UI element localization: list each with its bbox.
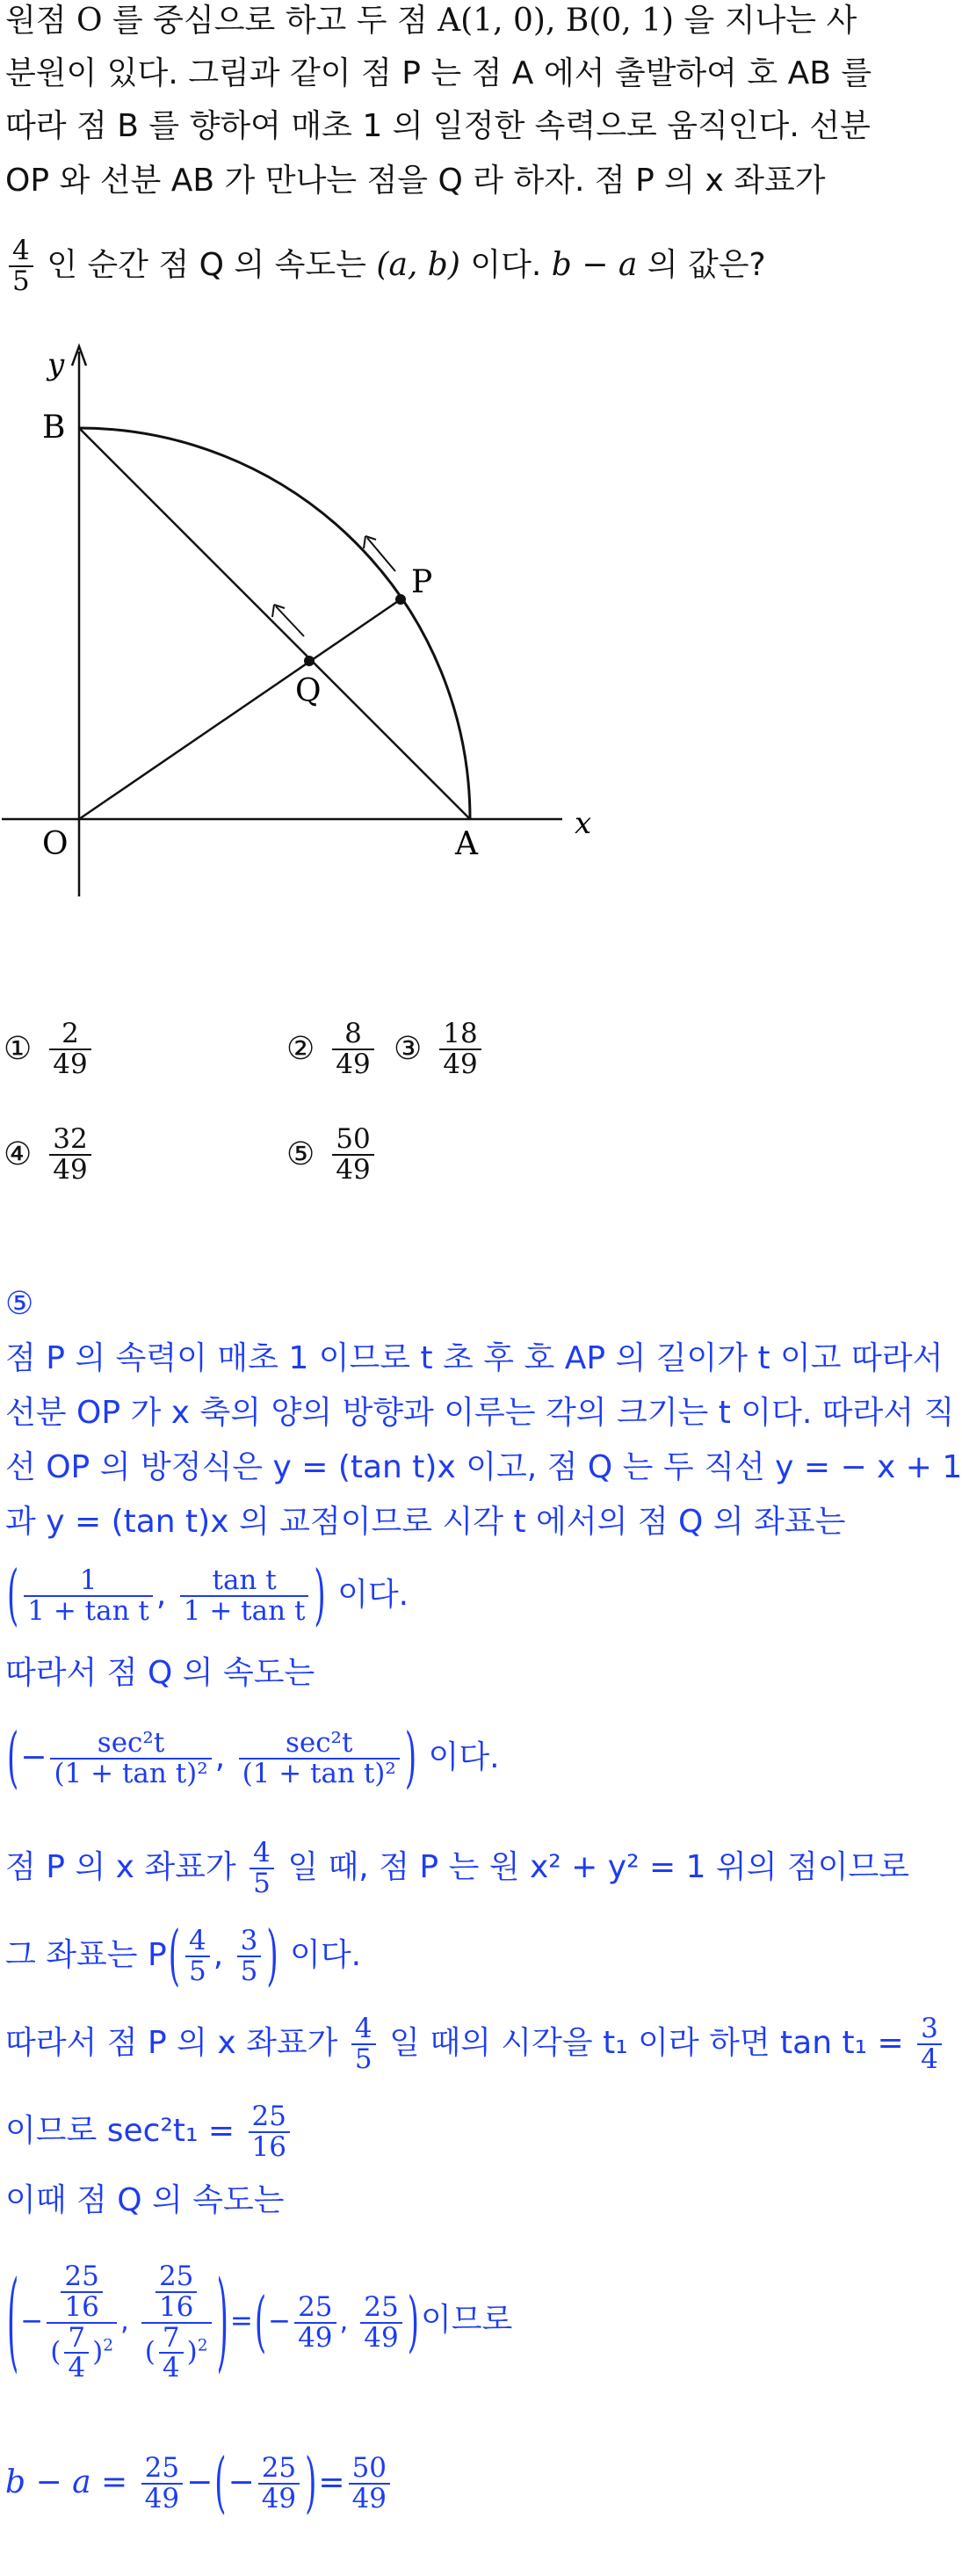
solution-line-12: 이때 점 Q 의 속도는	[5, 2182, 285, 2218]
point-p-dot	[395, 594, 406, 605]
text: 인 순간 점 Q 의 속도는	[47, 247, 377, 283]
text: 그 좌표는 P	[5, 1937, 167, 1973]
numerator	[148, 2262, 204, 2321]
solution-line-2: 선분 OP 가 x 축의 양의 방향과 이루는 각의 크기는 t 이다. 따라서 직	[5, 1395, 955, 1431]
denominator: 1 + tan t	[180, 1595, 309, 1626]
solution-line-14: b − a = $\frac{25}{49}$ −(− $\frac{25}{49}$ )= $\frac{50}{49}$	[5, 2443, 394, 2523]
choice-5[interactable]	[286, 1125, 378, 1184]
numerator: 3	[921, 2013, 938, 2045]
paren: )	[407, 2283, 419, 2362]
velocity: (a, b)	[376, 247, 460, 283]
fraction	[156, 2262, 197, 2321]
numerator: 25	[261, 2452, 297, 2485]
denominator: 16	[61, 2291, 102, 2322]
text: 따라서 점 P 의 x 좌표가	[5, 2025, 338, 2061]
text: 이다.	[290, 1937, 362, 1973]
problem-line-3: 따라 점 B 를 향하여 매초 1 의 일정한 속력으로 움직인다. 선분	[5, 108, 871, 144]
numerator: 25	[364, 2290, 399, 2323]
numerator: 25	[64, 2260, 99, 2293]
denominator: ( $\frac{7}{4}$ )$^2$	[47, 2322, 117, 2383]
segment-ab	[79, 428, 470, 819]
quarter-circle-figure	[0, 334, 633, 914]
denominator: 49	[360, 2322, 401, 2353]
fraction	[50, 1729, 211, 1788]
text: 이다.	[337, 1577, 409, 1613]
numerator: 18	[443, 1018, 478, 1049]
fraction	[917, 2014, 942, 2073]
choice-number: ③	[394, 1031, 423, 1068]
solution-line-3: 선 OP 의 방정식은 y = (tan t)x 이고, 점 Q 는 두 직선 y = − x + 1	[5, 1449, 962, 1485]
denominator: 4	[64, 2352, 89, 2383]
text: 이다.	[459, 247, 552, 283]
solution-line-13: (− $\frac{25}{16}$ ( $\frac{7}{4}$ )$^2$ , $\frac{25}{16}$ ( $\frac{7}{4}$ )$^2$ )=(− $\frac{25}{49}$ , $\frac{25}{49}$ )이므로	[5, 2250, 512, 2393]
text: 이므로 sec²t₁ =	[5, 2113, 235, 2149]
paren: (	[7, 2259, 19, 2386]
solution-line-5: ( $\frac{1}{\text{1 + tan t}}$ , $\frac{\text{tan t}}{\text{1 + tan t}}$ ) 이다.	[5, 1556, 409, 1636]
fraction	[258, 2454, 300, 2513]
numerator: sec²t	[285, 1727, 353, 1760]
y-label: y	[47, 347, 65, 382]
compound-fraction	[141, 2262, 212, 2382]
numerator	[54, 2262, 109, 2321]
numerator: 50	[351, 2452, 387, 2485]
solution-line-8	[5, 1828, 909, 1907]
denominator: 4	[917, 2043, 942, 2074]
numerator: 4	[12, 235, 30, 267]
numerator: 50	[336, 1123, 371, 1155]
numerator: 7	[68, 2321, 86, 2354]
points-ab: A(1, 0), B(0, 1)	[438, 3, 675, 39]
fraction	[249, 2102, 290, 2161]
denominator: 49	[294, 2322, 336, 2353]
fraction	[185, 1927, 210, 1985]
paren: )	[314, 1557, 326, 1635]
label-q: Q	[295, 673, 322, 709]
numerator: 8	[344, 1018, 362, 1049]
choice-number: ①	[4, 1031, 33, 1068]
choice-fraction	[49, 1020, 90, 1078]
paren: (	[7, 1720, 19, 1797]
denominator: 5	[250, 1868, 274, 1898]
fraction	[351, 2014, 376, 2073]
solution-line-7: (− $\frac{\text{sec²t}}{\text{(1 + tan t)²}}$ , $\frac{\text{sec²t}}{\text{(1 + tan t)²}}$ ) 이다.	[5, 1714, 500, 1803]
numerator: 3	[240, 1925, 258, 1957]
text: 일 때의 시각을 t₁ 이라 하면 tan t₁ =	[389, 2025, 904, 2061]
paren: )	[216, 2259, 228, 2386]
denominator: 49	[49, 1049, 90, 1079]
fraction	[61, 2262, 102, 2321]
text: 일 때, 점 P 는 원 x² + y² = 1 위의 점이므로	[287, 1849, 910, 1885]
fraction	[349, 2454, 390, 2513]
numerator: 1	[79, 1564, 98, 1597]
fraction	[180, 1566, 309, 1625]
fraction	[360, 2290, 401, 2354]
denominator: 49	[258, 2483, 300, 2514]
denominator: 16	[249, 2131, 290, 2162]
numerator: sec²t	[97, 1727, 165, 1760]
choice-number: ⑤	[286, 1136, 315, 1173]
denominator: ( $\frac{7}{4}$ )$^2$	[141, 2322, 212, 2383]
numerator: 32	[53, 1123, 88, 1155]
fraction	[159, 2321, 184, 2384]
text: 이므로	[420, 2302, 513, 2338]
choice-3[interactable]	[394, 1020, 485, 1078]
denominator: 5	[9, 265, 33, 296]
denominator: (1 + tan t)²	[239, 1758, 400, 1789]
x-label: x	[575, 806, 592, 841]
p-motion-arrow-icon	[367, 538, 395, 571]
denominator: 5	[185, 1956, 210, 1986]
minus: −	[20, 1739, 47, 1775]
denominator: 16	[156, 2291, 197, 2322]
choice-2[interactable]	[286, 1020, 378, 1078]
numerator: 7	[162, 2321, 180, 2354]
text: 점 P 의 x 좌표가	[5, 1849, 236, 1885]
fraction	[141, 2454, 183, 2513]
problem-line-2: 분원이 있다. 그림과 같이 점 P 는 점 A 에서 출발하여 호 AB 를	[5, 55, 872, 91]
denominator: 49	[141, 2483, 183, 2514]
numerator: 4	[253, 1837, 271, 1869]
numerator: 2	[61, 1018, 79, 1049]
solution-line-11	[5, 2092, 293, 2171]
text: 의 값은?	[637, 247, 766, 283]
q-arrowhead-icon	[272, 605, 285, 617]
solution-line-1: 점 P 의 속력이 매초 1 이므로 t 초 후 호 AP 의 길이가 t 이고 따라서	[5, 1340, 944, 1376]
paren: (	[254, 2283, 267, 2362]
paren: )	[305, 2445, 317, 2522]
fraction	[9, 236, 33, 295]
text: 을 지나는 사	[674, 3, 857, 39]
choice-fraction	[439, 1020, 481, 1078]
problem-line-4: OP 와 선분 AB 가 만나는 점을 Q 라 하자. 점 P 의 x 좌표가	[5, 163, 826, 199]
numerator: 25	[251, 2101, 286, 2133]
solution-line-10	[5, 2004, 945, 2083]
denominator: 49	[439, 1049, 481, 1079]
fraction	[239, 1729, 400, 1788]
fraction	[237, 1927, 262, 1985]
choice-number: ②	[286, 1031, 315, 1068]
q-motion-arrow-icon	[276, 606, 304, 636]
answer-mark: ⑤	[5, 1286, 34, 1322]
denominator: 49	[332, 1049, 373, 1079]
fraction	[294, 2290, 336, 2354]
choice-fraction	[49, 1125, 90, 1184]
denominator: 4	[159, 2352, 184, 2383]
expression: b − a	[551, 247, 638, 283]
point-o: O	[76, 3, 103, 39]
denominator: 5	[237, 1956, 262, 1986]
choice-4[interactable]	[4, 1125, 95, 1184]
paren: )	[266, 1918, 278, 1995]
compound-fraction	[47, 2262, 117, 2382]
label-p: P	[411, 564, 433, 600]
point-q-dot	[304, 656, 315, 666]
expression: b − a =	[5, 2464, 128, 2500]
paren: (	[168, 1918, 180, 1995]
numerator: tan t	[212, 1564, 277, 1597]
denominator: 1 + tan t	[24, 1595, 153, 1626]
fraction	[24, 1566, 153, 1625]
text: 원점	[5, 3, 76, 39]
paren: )	[404, 1720, 417, 1797]
denominator: (1 + tan t)²	[50, 1758, 211, 1789]
fraction	[64, 2321, 89, 2384]
choice-1[interactable]	[4, 1020, 95, 1078]
text: 이다.	[428, 1739, 500, 1775]
denominator: 49	[332, 1154, 373, 1185]
numerator: 25	[158, 2260, 194, 2293]
denominator: 49	[49, 1154, 90, 1185]
label-a: A	[455, 826, 478, 862]
text: 를 중심으로 하고 두 점	[102, 3, 438, 39]
numerator: 4	[354, 2013, 373, 2045]
numerator: 4	[188, 1925, 206, 1957]
solution-line-6: 따라서 점 Q 의 속도는	[5, 1655, 315, 1691]
paren: (	[214, 2445, 227, 2522]
denominator: 5	[351, 2043, 376, 2074]
numerator: 25	[298, 2290, 333, 2323]
choice-number: ④	[4, 1136, 33, 1173]
paren: (	[7, 1557, 19, 1635]
denominator: 49	[349, 2483, 390, 2514]
label-o: O	[42, 826, 69, 862]
solution-line-9: 그 좌표는 P( $\frac{4}{5}$ , $\frac{3}{5}$ ) 이다.	[5, 1916, 361, 1996]
problem-line-5	[5, 230, 766, 301]
problem-line-1	[5, 0, 857, 42]
label-b: B	[42, 410, 66, 446]
choice-fraction	[332, 1020, 373, 1078]
solution-line-4: 과 y = (tan t)x 의 교점이므로 시각 t 에서의 점 Q 의 좌표는	[5, 1504, 846, 1540]
segment-op	[79, 599, 401, 819]
choice-fraction	[332, 1125, 373, 1184]
numerator: 25	[144, 2452, 180, 2485]
